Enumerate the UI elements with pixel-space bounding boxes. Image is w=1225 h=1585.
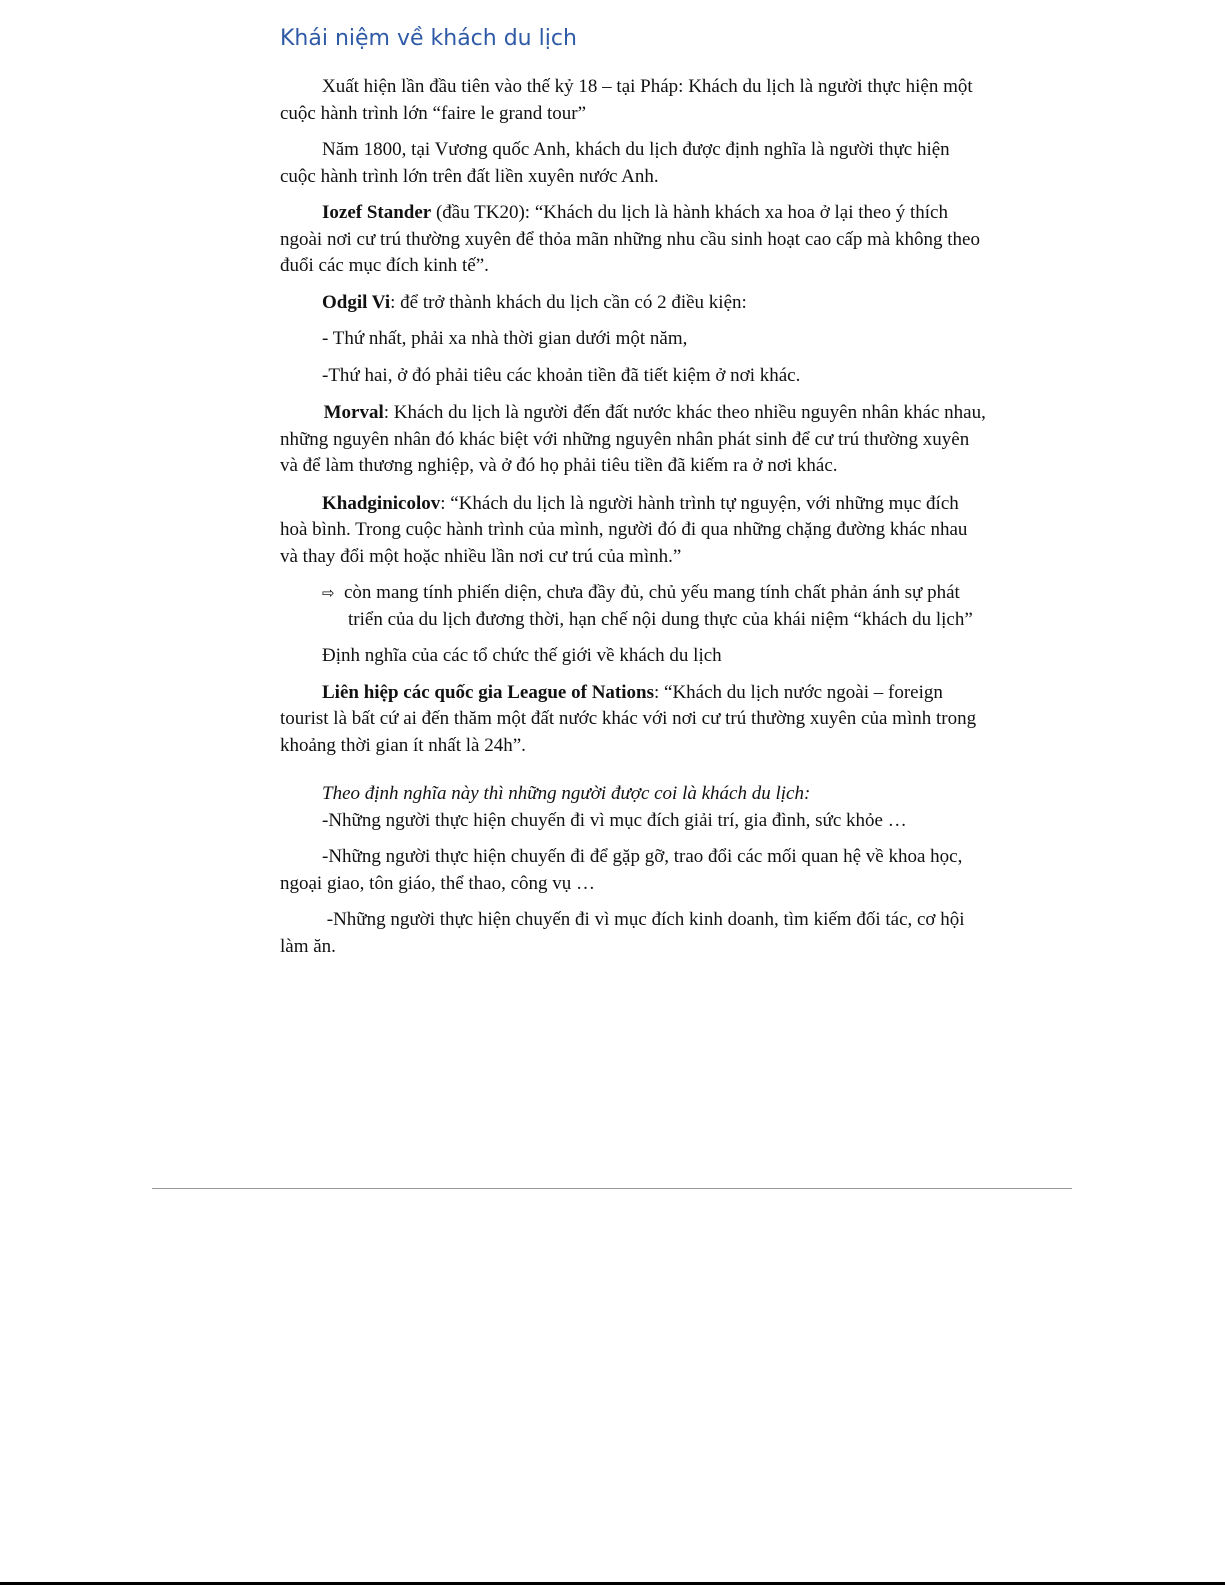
tourist-type-3: -Những người thực hiện chuyến đi vì mục đích kinh doanh, tìm kiếm đối tác, cơ hội làm ăn.	[280, 909, 970, 957]
paragraph-world-organizations: Định nghĩa của các tổ chức thế giới về khách du lịch	[322, 645, 722, 666]
paragraph-khadginicolov	[280, 491, 986, 571]
definition-text: : “Khách du lịch là người hành trình tự nguyện, với những mục đích hoà bình. Trong cuộc hành trình của mình, người đó đi qua những chặng đường khác nhau và thay đổi một hoặc nhiều lần nơi cư trú của mình.”	[280, 492, 968, 567]
definition-text: (đầu TK20): “Khách du lịch là hành khách xa hoa ở lại theo ý thích ngoài nơi cư trú thường xuyên để thỏa mãn những nhu cầu sinh hoạt cao cấp mà không theo đuổi các mục đích kinh tế”.	[280, 202, 980, 276]
definition-text: : để trở thành khách du lịch cần có 2 điều kiện:	[390, 291, 747, 313]
definition-text: : Khách du lịch là người đến đất nước khác theo nhiều nguyên nhân khác nhau, những nguyên nhân đó khác biệt với những nguyên nhân phát sinh để cư trú thường xuyên và để làm thương nghiệp, và ở đó họ phải tiêu tiền đã kiếm ra ở nơi khác.	[280, 402, 986, 476]
right-arrow-outline-icon: ⇨	[322, 584, 335, 602]
paragraph-morval	[280, 400, 986, 480]
conclusion-item	[280, 580, 986, 633]
author-name: Morval	[323, 402, 384, 423]
paragraph-iozef-stander	[280, 200, 986, 280]
page-divider	[152, 1188, 1072, 1189]
author-name: Odgil Vi	[322, 291, 391, 313]
paragraph-origin-france: Xuất hiện lần đầu tiên vào thế kỷ 18 – tại Pháp: Khách du lịch là người thực hiện một cuộc hành trình lớn “faire le grand tour”	[280, 76, 973, 124]
strikethrough-text: gn tourist là bất cứ ai đến thăm một đất nước khác vớ	[280, 681, 943, 729]
author-name: Iozef Stander	[322, 202, 432, 223]
section-heading: Khái niệm về khách du lịch	[280, 26, 577, 51]
definition-text-continued: i nơi cư trú thường xuyên của mình trong khoảng thời gian ít nhất là 24h”.	[280, 708, 977, 756]
organization-name: Liên hiệp các quốc gia League of Nations	[322, 681, 654, 703]
paragraph-uk-1800: Năm 1800, tại Vương quốc Anh, khách du lịch được định nghĩa là người thực hiện cuộc hành trình lớn trên đất liền xuyên nước Anh.	[280, 139, 950, 187]
condition-item-2: -Thứ hai, ở đó phải tiêu các khoản tiền đã tiết kiệm ở nơi khác.	[322, 364, 801, 386]
tourist-type-1: -Những người thực hiện chuyến đi vì mục đích giải trí, gia đình, sức khỏe …	[322, 809, 907, 831]
author-name: Khadginicolov	[322, 492, 441, 514]
definition-text: : “Khách du lịch nước ngoài – forei	[653, 681, 924, 703]
condition-item-1: - Thứ nhất, phải xa nhà thời gian dưới một năm,	[322, 328, 688, 349]
tourist-type-2: -Những người thực hiện chuyến đi để gặp gỡ, trao đổi các mối quan hệ về khoa học, ngoại giao, tôn giáo, thể thao, công vụ …	[280, 846, 963, 894]
paragraph-odgil-vi	[280, 290, 986, 317]
paragraph-league-of-nations	[280, 680, 986, 760]
conclusion-text: còn mang tính phiến diện, chưa đầy đủ, chủ yếu mang tính chất phản ánh sự phát triển của du lịch đương thời, hạn chế nội dung thực của khái niệm “khách du lịch”	[344, 582, 973, 630]
paragraph-definition-intro: Theo định nghĩa này thì những người được coi là khách du lịch:	[322, 783, 811, 804]
document-body	[280, 74, 986, 960]
